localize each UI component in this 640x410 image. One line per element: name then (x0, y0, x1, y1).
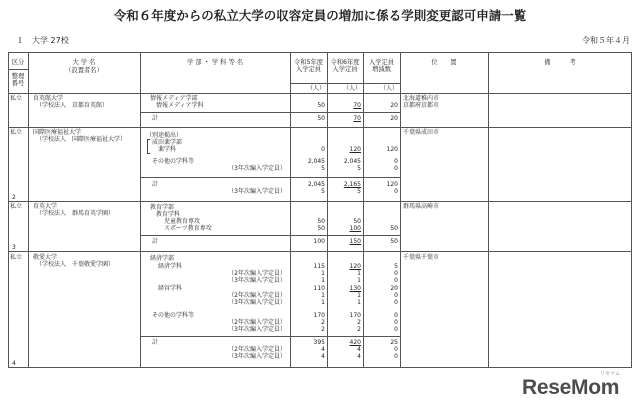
transfer-quota-label: （3年次編入学定員） (228, 353, 286, 360)
subtotal-rule (140, 235, 400, 236)
bracket-mark (147, 139, 150, 154)
r6-capacity-cell: 2,165 (343, 181, 361, 188)
program-label: その他の学科等 (152, 158, 195, 165)
r6-capacity-cell: 120 (349, 146, 361, 153)
transfer-quota-label: （2年次編入学定員） (228, 346, 286, 353)
header-founder: （設置者名） (65, 67, 103, 74)
r6-capacity-cell: 1 (357, 292, 361, 299)
header-program: 学 部 ・ 学 科 等 名 (186, 59, 244, 66)
r5-capacity-cell: 2,045 (307, 181, 325, 188)
transfer-quota-label: （2年次編入学定員） (228, 319, 286, 326)
r5-capacity-cell: 50 (317, 102, 325, 109)
university-name: 敬愛大学 (33, 254, 58, 261)
capacity-diff-cell: 0 (394, 158, 398, 165)
founder-name: （学校法人 国際医療福祉大学） (36, 136, 127, 143)
capacity-diff-cell: 20 (390, 102, 398, 109)
capacity-diff-cell: 20 (390, 115, 398, 122)
r6-capacity-cell: 4 (357, 353, 361, 360)
program-label: 情報メディア学科 (156, 102, 204, 109)
r5-capacity-cell: 1 (321, 277, 325, 284)
table-rule (8, 127, 632, 128)
subtotal-rule (140, 112, 400, 113)
capacity-diff-cell: 20 (390, 285, 398, 292)
header-r6: 入学定員 (332, 66, 358, 73)
transfer-quota-label: （3年次編入学定員） (228, 188, 286, 195)
subtotal-rule (140, 336, 400, 337)
header-unit: （人） (379, 85, 398, 92)
r5-capacity-cell: 2 (321, 319, 325, 326)
header-university: 大 学 名 (72, 59, 96, 66)
serial-number: 3 (12, 244, 16, 251)
subtotal-label: 計 (152, 339, 159, 346)
location-text: 千葉県成田市 (403, 129, 440, 136)
table-rule (8, 201, 632, 202)
program-label: スポーツ教育専攻 (164, 225, 212, 232)
header-r5: 入学定員 (295, 66, 322, 73)
program-label: 経済学科 (158, 263, 183, 270)
founder-name: （学校法人 群馬育英学園） (36, 210, 115, 217)
capacity-diff-cell: 0 (394, 188, 398, 195)
capacity-diff-cell: 25 (390, 339, 398, 346)
program-label: 情報メディア学部 (150, 95, 198, 102)
program-label: 薬学科 (158, 146, 177, 153)
location-text: 群馬県高崎市 (403, 203, 440, 210)
header-r5: 令和5年度 (293, 59, 324, 66)
location-text: 京都府京都市 (403, 102, 440, 109)
r6-capacity-cell: 100 (349, 225, 361, 232)
capacity-diff-cell: 50 (390, 238, 398, 245)
category-label: 私立 (10, 254, 23, 261)
founder-name: （学校法人 京都育英館） (36, 102, 109, 109)
r5-capacity-cell: 0 (321, 146, 325, 153)
table-rule (290, 83, 400, 84)
university-name: 国際医療福祉大学 (33, 129, 82, 136)
r5-capacity-cell: 170 (313, 312, 325, 319)
capacity-diff-cell: 0 (394, 353, 398, 360)
university-name: 育英館大学 (33, 95, 64, 102)
table-rule (8, 93, 632, 94)
r6-capacity-cell: 120 (349, 263, 361, 270)
serial-number: 4 (12, 360, 16, 367)
capacity-diff-cell: 0 (394, 299, 398, 306)
r5-capacity-cell: 50 (317, 115, 325, 122)
r6-capacity-cell: 1 (357, 277, 361, 284)
r5-capacity-cell: 1 (321, 292, 325, 299)
r5-capacity-cell: 5 (321, 165, 325, 172)
program-label: 経済学部 (150, 255, 175, 262)
table-rule (8, 69, 28, 70)
r5-capacity-cell: 395 (313, 339, 325, 346)
category-label: 私立 (10, 95, 23, 102)
founder-name: （学校法人 千葉敬愛学園） (36, 261, 115, 268)
r6-capacity-cell: 5 (357, 188, 361, 195)
transfer-quota-label: （2年次編入学定員） (228, 292, 286, 299)
capacity-diff-cell: 0 (394, 277, 398, 284)
document-date: 令和５年４月 (582, 36, 630, 45)
transfer-quota-label: （3年次編入学定員） (228, 326, 286, 333)
r6-capacity-cell: 170 (349, 312, 361, 319)
capacity-diff-cell: 0 (394, 312, 398, 319)
document-title: 令和６年度からの私立大学の収容定員の増加に係る学則変更認可申請一覧 (113, 8, 527, 23)
r6-capacity-cell: 4 (357, 346, 361, 353)
program-label: （別途掲出） (146, 132, 183, 139)
r6-capacity-cell: 50 (353, 218, 361, 225)
r5-capacity-cell: 4 (321, 346, 325, 353)
program-label: その他の学科等 (152, 312, 195, 319)
r5-capacity-cell: 115 (313, 263, 325, 270)
r6-capacity-cell: 2 (357, 326, 361, 333)
header-unit: （人） (306, 85, 325, 92)
university-name: 育英大学 (33, 203, 58, 210)
r6-capacity-cell: 150 (349, 238, 361, 245)
r5-capacity-cell: 2,045 (307, 158, 325, 165)
header-r6: 令和6年度 (330, 59, 360, 66)
r5-capacity-cell: 100 (313, 238, 325, 245)
header-category: 区分 (11, 59, 25, 66)
header-serial: 番号 (11, 80, 25, 87)
r6-capacity-cell: 420 (349, 339, 361, 346)
capacity-diff-cell: 0 (394, 346, 398, 353)
r5-capacity-cell: 1 (321, 299, 325, 306)
r6-capacity-cell: 130 (349, 285, 361, 292)
location-text: 千葉県千葉市 (403, 254, 440, 261)
r5-capacity-cell: 50 (317, 218, 325, 225)
capacity-diff-cell: 120 (386, 181, 398, 188)
capacity-diff-cell: 0 (394, 270, 398, 277)
r6-capacity-cell: 1 (357, 299, 361, 306)
table-rule (400, 52, 401, 368)
program-label: 児童教育専攻 (164, 218, 201, 225)
serial-number: 2 (12, 194, 16, 201)
header-remarks: 備 考 (544, 59, 576, 66)
table-rule (488, 52, 489, 368)
resemom-logo: ReseMom (522, 376, 620, 399)
r5-capacity-cell: 5 (321, 188, 325, 195)
transfer-quota-label: （3年次編入学定員） (228, 165, 286, 172)
header-unit: （人） (342, 85, 361, 92)
program-label: 経営学科 (158, 285, 183, 292)
r6-capacity-cell: 5 (357, 165, 361, 172)
r5-capacity-cell: 50 (317, 225, 325, 232)
r6-capacity-cell: 1 (357, 270, 361, 277)
header-diff: 増減数 (372, 66, 391, 73)
capacity-diff-cell: 50 (390, 225, 398, 232)
r5-capacity-cell: 2 (321, 326, 325, 333)
section-heading: １ 大学 27校 (16, 36, 69, 45)
header-location: 位 置 (431, 59, 457, 66)
capacity-diff-cell: 0 (394, 326, 398, 333)
subtotal-label: 計 (152, 181, 159, 188)
table-rule (28, 52, 29, 368)
r5-capacity-cell: 110 (313, 285, 325, 292)
capacity-diff-cell: 0 (394, 292, 398, 299)
r6-capacity-cell: 70 (353, 102, 361, 109)
r5-capacity-cell: 1 (321, 270, 325, 277)
program-label: 教育学部 (150, 204, 175, 211)
resemom-logo-kana: リセマム (600, 371, 620, 377)
transfer-quota-label: （3年次編入学定員） (228, 277, 286, 284)
capacity-diff-cell: 0 (394, 319, 398, 326)
category-label: 私立 (10, 203, 23, 210)
subtotal-rule (140, 177, 400, 178)
r5-capacity-cell: 4 (321, 353, 325, 360)
capacity-diff-cell: 0 (394, 165, 398, 172)
r6-capacity-cell: 70 (353, 115, 361, 122)
table-rule (8, 251, 632, 252)
program-label: 成田薬学部 (152, 139, 183, 146)
subtotal-label: 計 (152, 115, 159, 122)
capacity-diff-cell: 5 (394, 263, 398, 270)
program-label: 教育学科 (156, 211, 181, 218)
category-label: 私立 (10, 129, 23, 136)
capacity-diff-cell: 120 (386, 146, 398, 153)
header-diff: 入学定員 (368, 59, 395, 66)
transfer-quota-label: （3年次編入学定員） (228, 299, 286, 306)
location-text: 北海道稚内市 (403, 95, 440, 102)
header-serial: 整理 (11, 73, 25, 80)
r6-capacity-cell: 2 (357, 319, 361, 326)
transfer-quota-label: （2年次編入学定員） (228, 270, 286, 277)
subtotal-label: 計 (152, 238, 159, 245)
r6-capacity-cell: 2,045 (343, 158, 361, 165)
